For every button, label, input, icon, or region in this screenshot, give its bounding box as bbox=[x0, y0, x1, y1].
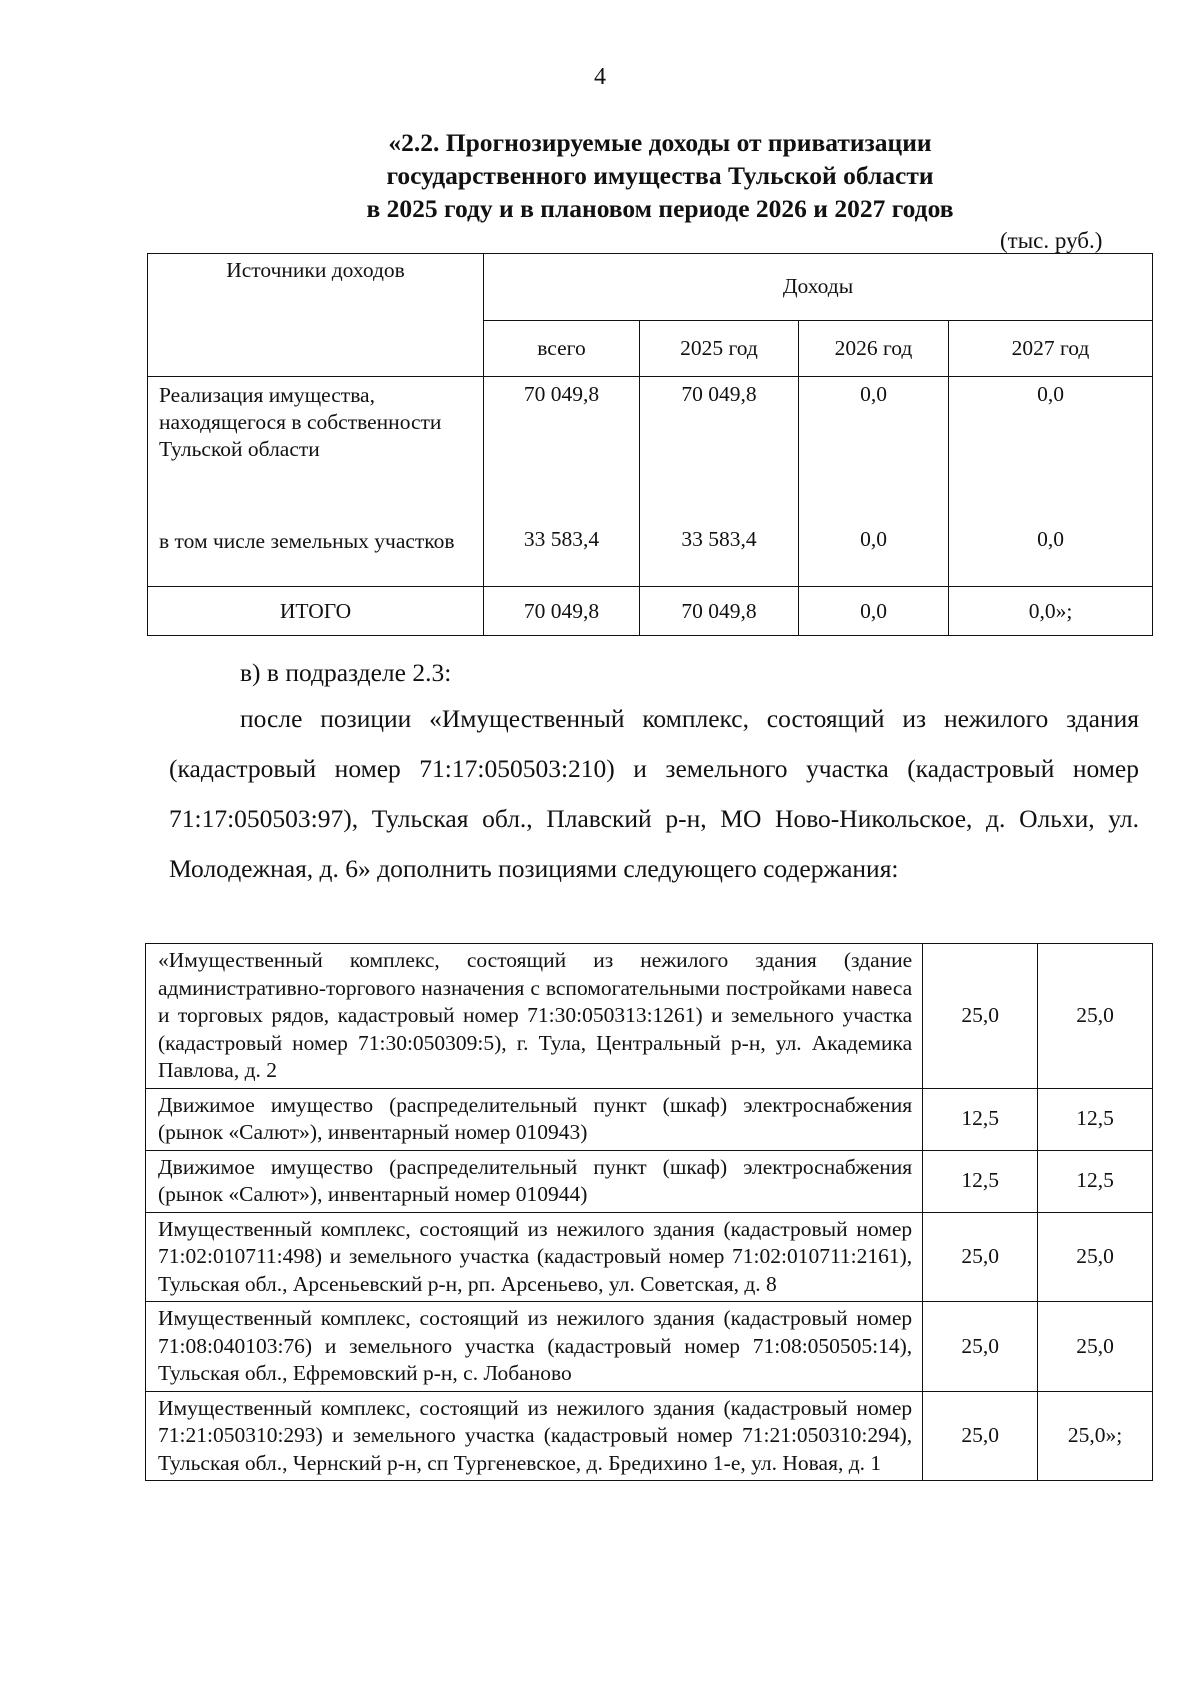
position-description: Движимое имущество (распределительный пункт (шкаф) электроснабжения (рынок «Салют»), инвентарный номер 010944) bbox=[146, 1150, 923, 1212]
table-row bbox=[148, 377, 1153, 524]
table-row bbox=[146, 1212, 1153, 1302]
header-2027: 2027 год bbox=[949, 320, 1153, 376]
total-value: 70 049,8 bbox=[484, 587, 640, 636]
header-total: всего bbox=[484, 320, 640, 376]
unit-label: (тыс. руб.) bbox=[1000, 228, 1103, 253]
table-total-row bbox=[148, 587, 1153, 636]
section-title bbox=[300, 126, 1020, 225]
source-cell: Реализация имущества, находящегося в собственности Тульской области bbox=[148, 377, 484, 524]
header-2026: 2026 год bbox=[799, 320, 949, 376]
title-line-3: в 2025 году и в плановом периоде 2026 и 2027 годов bbox=[366, 194, 954, 223]
table-row bbox=[146, 944, 1153, 1089]
position-description: Имущественный комплекс, состоящий из нежилого здания (кадастровый номер 71:21:050310:293) и земельного участка (кадастровый номер 71:21:050310:294), Тульская обл., Чернский р-н, сп Тургеневское, д. Бредихино 1-е, ул. Новая, д. 1 bbox=[146, 1391, 923, 1481]
position-description: Имущественный комплекс, состоящий из нежилого здания (кадастровый номер 71:02:010711:498) и земельного участка (кадастровый номер 71:02:010711:2161), Тульская обл., Арсеньевский р-н, рп. Арсеньево, ул. Советская, д. 8 bbox=[146, 1212, 923, 1302]
value-cell: 0,0 bbox=[949, 377, 1153, 524]
total-value: 0,0 bbox=[799, 587, 949, 636]
header-2025: 2025 год bbox=[640, 320, 799, 376]
position-value: 25,0 bbox=[1038, 944, 1153, 1089]
position-value: 25,0 bbox=[923, 944, 1038, 1089]
value-cell: 0,0 bbox=[949, 523, 1153, 587]
total-value: 0,0»; bbox=[949, 587, 1153, 636]
position-value: 25,0 bbox=[1038, 1302, 1153, 1392]
position-value: 12,5 bbox=[1038, 1150, 1153, 1212]
table-row bbox=[146, 1391, 1153, 1481]
body-paragraph: после позиции «Имущественный комплекс, состоящий из нежилого здания (кадастровый номер 71:17:050503:210) и земельного участка (кадастровый номер 71:17:050503:97), Тульская обл., Плавский р-н, МО Ново-Никольское, д. Ольхи, ул. Молодежная, д. 6» дополнить позициями следующего содержания: bbox=[169, 704, 1139, 883]
table-row bbox=[146, 1302, 1153, 1392]
position-description: «Имущественный комплекс, состоящий из нежилого здания (здание административно-торгового назначения с вспомогательными постройками навеса и торговых рядов, кадастровый номер 71:30:050313:1261) и земельного участка (кадастровый номер 71:30:050309:5), г. Тула, Центральный р-н, ул. Академика Павлова, д. 2 bbox=[146, 944, 923, 1089]
title-line-1: «2.2. Прогнозируемые доходы от приватизации bbox=[388, 128, 932, 157]
header-income: Доходы bbox=[484, 254, 1153, 321]
total-label: ИТОГО bbox=[148, 587, 484, 636]
page-number: 4 bbox=[594, 64, 606, 90]
position-value: 25,0»; bbox=[1038, 1391, 1153, 1481]
value-cell: 0,0 bbox=[799, 377, 949, 524]
value-cell: 33 583,4 bbox=[640, 523, 799, 587]
position-value: 12,5 bbox=[923, 1150, 1038, 1212]
position-description: Движимое имущество (распределительный пункт (шкаф) электроснабжения (рынок «Салют»), инвентарный номер 010943) bbox=[146, 1088, 923, 1150]
position-value: 25,0 bbox=[923, 1302, 1038, 1392]
position-value: 12,5 bbox=[923, 1088, 1038, 1150]
total-value: 70 049,8 bbox=[640, 587, 799, 636]
position-value: 25,0 bbox=[923, 1391, 1038, 1481]
source-cell: в том числе земельных участков bbox=[148, 523, 484, 587]
value-cell: 70 049,8 bbox=[640, 377, 799, 524]
position-value: 12,5 bbox=[1038, 1088, 1153, 1150]
position-value: 25,0 bbox=[923, 1212, 1038, 1302]
table-header-row bbox=[148, 254, 1153, 321]
table-row bbox=[146, 1150, 1153, 1212]
subsection-heading: в) в подразделе 2.3: bbox=[240, 658, 452, 687]
table-row bbox=[148, 523, 1153, 587]
position-description: Имущественный комплекс, состоящий из нежилого здания (кадастровый номер 71:08:040103:76) и земельного участка (кадастровый номер 71:08:050505:14), Тульская обл., Ефремовский р-н, с. Лобаново bbox=[146, 1302, 923, 1392]
income-table bbox=[147, 253, 1153, 636]
position-value: 25,0 bbox=[1038, 1212, 1153, 1302]
positions-table bbox=[145, 943, 1153, 1481]
value-cell: 33 583,4 bbox=[484, 523, 640, 587]
header-source: Источники доходов bbox=[148, 254, 484, 377]
value-cell: 0,0 bbox=[799, 523, 949, 587]
table-row bbox=[146, 1088, 1153, 1150]
title-line-2: государственного имущества Тульской области bbox=[386, 161, 934, 190]
value-cell: 70 049,8 bbox=[484, 377, 640, 524]
